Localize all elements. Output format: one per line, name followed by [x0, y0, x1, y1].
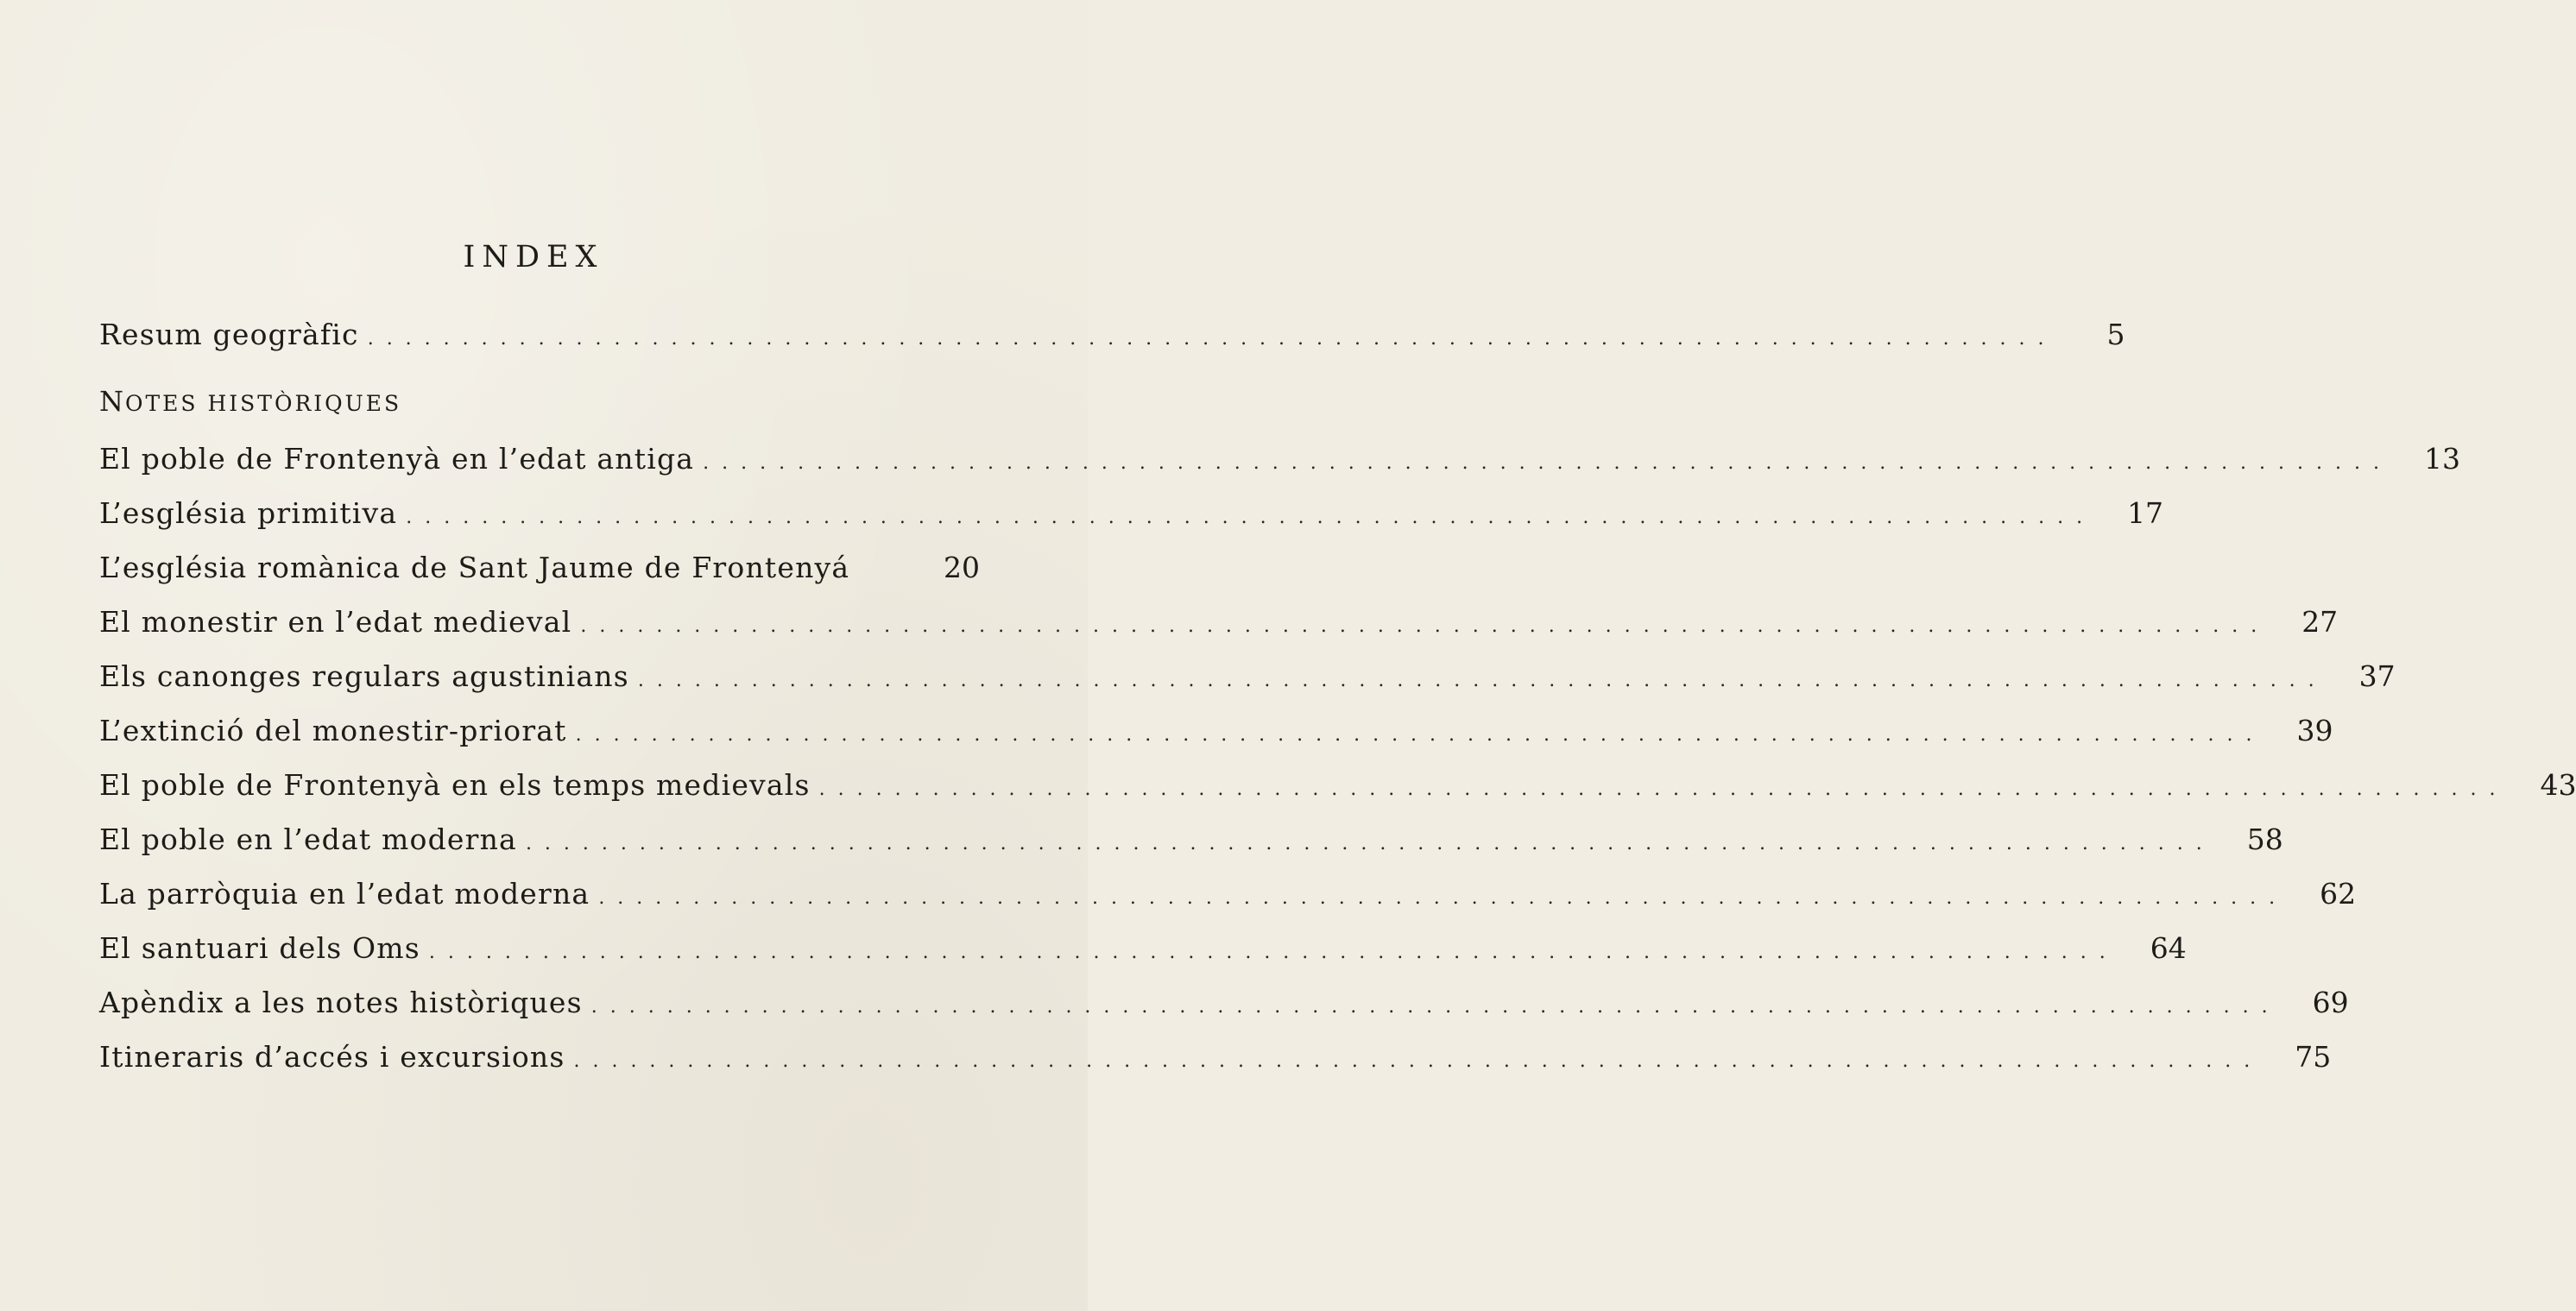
index-entry-resum-geografic	[99, 318, 2125, 356]
entry-label: La parròquia en l’edat moderna	[99, 877, 590, 911]
page-title: INDEX	[463, 240, 604, 274]
entry-page-number: 62	[2320, 877, 2357, 911]
entry-page-number: 13	[2423, 442, 2460, 476]
entry-label: L’església primitiva	[99, 496, 398, 530]
entry-page-number: 17	[2127, 496, 2164, 530]
index-entry	[99, 442, 2460, 480]
entry-page-number: 64	[2150, 931, 2187, 965]
entry-page-number: 58	[2246, 823, 2283, 856]
index-entry	[99, 605, 2339, 643]
section-heading-rest: OTES HISTÒRIQUES	[125, 391, 402, 416]
entry-page-number: 43	[2540, 768, 2576, 802]
dot-leader: . . . . . . . . . . . . . . . . . . . . . . . . . . . . . . . . . . . . . . . . . . . . . . . . . . . . . . . . . . . . . . . . . . . . . . . . . . . . . . . . . . . . . . . . .	[590, 996, 2271, 1018]
entry-label: El monestir en l’edat medieval	[99, 605, 572, 639]
entry-page-number: 37	[2358, 659, 2396, 693]
entry-label: Itineraris d’accés i excursions	[99, 1040, 565, 1074]
dot-leader: . . . . . . . . . . . . . . . . . . . . . . . . . . . . . . . . . . . . . . . . . . . . . . . . . . . . . . . . . . . . . . . . . . . . . . . . . . . . . . . . . . . . . . . . .	[818, 778, 2499, 800]
entry-label: L’església romànica de Sant Jaume de Frontenyá	[99, 551, 850, 584]
index-entry	[99, 714, 2333, 752]
entry-page-number: 75	[2295, 1040, 2332, 1074]
dot-leader: . . . . . . . . . . . . . . . . . . . . . . . . . . . . . . . . . . . . . . . . . . . . . . . . . . . . . . . . . . . . . . . . . . . . . . . . . . . . . . . . . . . . . . . . .	[573, 1050, 2254, 1072]
index-entry	[99, 986, 2349, 1024]
entry-label: El santuari dels Oms	[99, 931, 420, 965]
index-entry	[99, 551, 980, 589]
index-entry	[99, 823, 2283, 860]
entry-page-number: 5	[2106, 318, 2125, 351]
dot-leader: . . . . . . . . . . . . . . . . . . . . . . . . . . . . . . . . . . . . . . . . . . . . . . . . . . . . . . . . . . . . . . . . . . . . . . . . . . . . . . . . . . . . . . . . .	[703, 452, 2383, 474]
entry-label: El poble de Frontenyà en l’edat antiga	[99, 442, 695, 476]
entry-page-number: 69	[2312, 986, 2349, 1019]
entry-label: El poble en l’edat moderna	[99, 823, 517, 856]
entry-page-number: 27	[2301, 605, 2339, 639]
index-entry	[99, 1040, 2332, 1078]
section-heading-initial: N	[99, 385, 125, 418]
dot-leader: . . . . . . . . . . . . . . . . . . . . . . . . . . . . . . . . . . . . . . . . . . . . . . . . . . . . . . . . . . . . . . . . . . . . . . . . . . . . . . . . . . . . . . . . .	[525, 833, 2206, 854]
index-entry	[99, 659, 2396, 697]
dot-leader: . . . . . . . . . . . . . . . . . . . . . . . . . . . . . . . . . . . . . . . . . . . . . . . . . . . . . . . . . . . . . . . . . . . . . . . . . . . . . . . . . . . . . . . . .	[580, 615, 2261, 637]
dot-leader: . . . . . . . . . . . . . . . . . . . . . . . . . . . . . . . . . . . . . . . . . . . . . . . . . . . . . . . . . . . . . . . . . . . . . . . . . . . . . . . . . . . . . . . . .	[637, 670, 2318, 691]
index-entry	[99, 931, 2187, 969]
entry-page-number: 20	[944, 551, 980, 584]
dot-leader: . . . . . . . . . . . . . . . . . . . . . . . . . . . . . . . . . . . . . . . . . . . . . . . . . . . . . . . . . . . . . . . . . . . . . . . . . . . . . . . . . . . . . . . . .	[598, 887, 2279, 909]
dot-leader: . . . . . . . . . . . . . . . . . . . . . . . . . . . . . . . . . . . . . . . . . . . . . . . . . . . . . . . . . . . . . . . . . . . . . . . . . . . . . . . . . . . . . . . . .	[428, 942, 2109, 963]
index-entry	[99, 768, 2576, 806]
dot-leader: . . . . . . . . . . . . . . . . . . . . . . . . . . . . . . . . . . . . . . . . . . . . . . . . . . . . . . . . . . . . . . . . . . . . . . . . . . . . . . . . . . . . . . . . .	[406, 507, 2087, 528]
dot-leader: . . . . . . . . . . . . . . . . . . . . . . . . . . . . . . . . . . . . . . . . . . . . . . . . . . . . . . . . . . . . . . . . . . . . . . . . . . . . . . . . . . . . . . . . .	[367, 328, 2048, 350]
dot-leader: . . . . . . . . . . . . . . . . . . . . . . . . . . . . . . . . . . . . . . . . . . . . . . . . . . . . . . . . . . . . . . . . . . . . . . . . . . . . . . . . . . . . . . . . .	[575, 724, 2256, 746]
section-heading-notes-historiques	[99, 385, 401, 418]
entry-label: Apèndix a les notes històriques	[99, 986, 583, 1019]
index-entry	[99, 877, 2357, 915]
entry-label: Resum geogràfic	[99, 318, 359, 351]
entry-page-number: 39	[2296, 714, 2333, 747]
index-entry	[99, 496, 2164, 534]
entry-label: Els canonges regulars agustinians	[99, 659, 629, 693]
entry-label: El poble de Frontenyà en els temps medievals	[99, 768, 811, 802]
entry-label: L’extinció del monestir-priorat	[99, 714, 567, 747]
